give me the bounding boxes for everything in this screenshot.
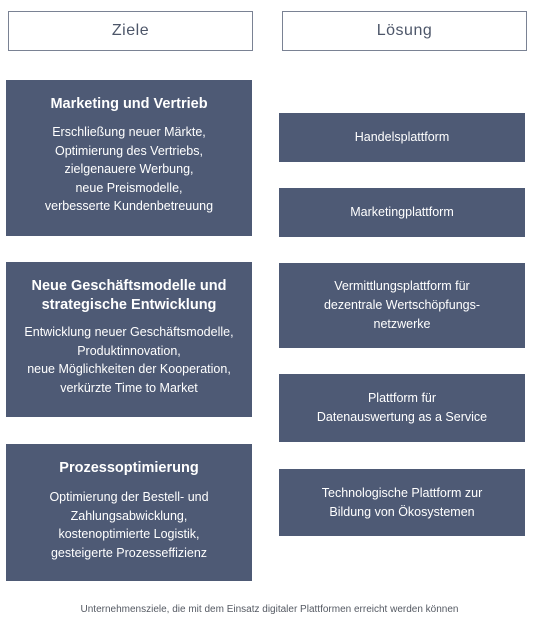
solution-header-label: Lösung [376,22,433,39]
figure-caption: Unternehmensziele, die mit dem Einsatz digitaler Plattformen erreicht werden können [80,604,459,615]
goal-description: Erschließung neuer Märkte, Optimierung des Vertriebs, zielgenauere Werbung, neue Preismodelle, verbesserte Kundenbetreuung [44,125,214,213]
solution-header [282,11,527,51]
solution-label: Vermittlungsplattform für dezentrale Wertschöpfungs- netzwerke [323,279,481,331]
solution-box-data-analytics-platform [279,374,525,442]
solution-label: Technologische Plattform zur Bildung von Ökosystemen [321,485,483,519]
solution-label: Plattform für Datenauswertung as a Service [316,391,488,424]
goal-description: Optimierung der Bestell- und Zahlungsabwicklung, kostenoptimierte Logistik, gesteigerte Prozesseffizienz [49,490,209,560]
goal-box-business-models [6,262,252,417]
solution-box-brokerage-platform [279,263,525,348]
goal-title: Prozessoptimierung [59,460,199,476]
solution-box-ecosystem-platform [279,469,525,536]
goal-box-marketing [6,80,252,236]
goal-description: Entwicklung neuer Geschäftsmodelle, Produktinnovation, neue Möglichkeiten der Kooperation, verkürzte Time to Market [24,325,234,395]
goals-header [8,11,253,51]
goal-title: Neue Geschäftsmodelle und strategische Entwicklung [31,278,227,313]
goals-header-label: Ziele [111,22,150,39]
solution-box-trading-platform [279,113,525,162]
solution-box-marketing-platform [279,188,525,237]
goal-box-process-optimization [6,444,252,581]
solution-label: Handelsplattform [354,130,450,144]
goal-title: Marketing und Vertrieb [50,96,208,112]
solution-label: Marketingplattform [350,205,454,219]
